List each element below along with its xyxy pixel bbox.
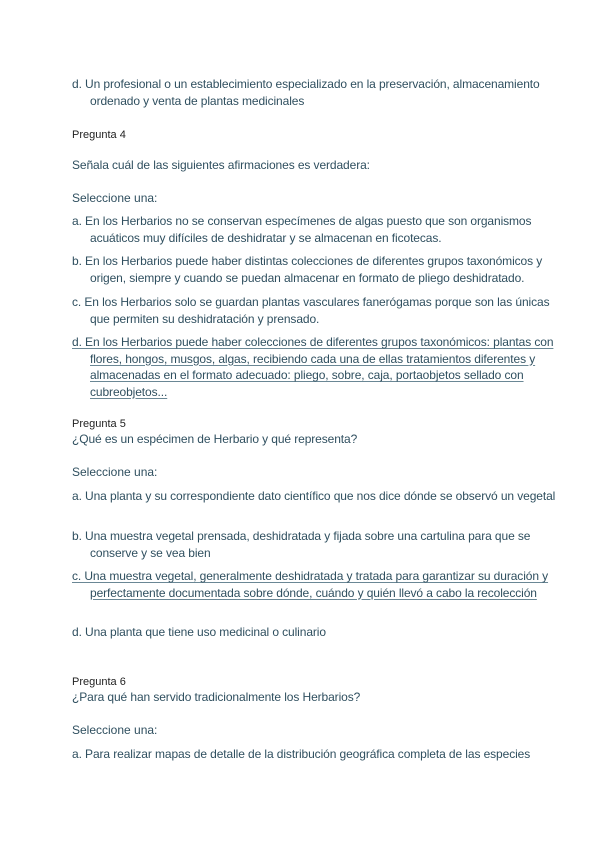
q5-option-b[interactable]: b. Una muestra vegetal prensada, deshidratada y fijada sobre una cartulina para que se conserve y se vea bien xyxy=(72,529,531,560)
q5-heading: Pregunta 5 xyxy=(72,418,126,430)
q5-select-label: Seleccione una: xyxy=(72,465,158,479)
q5-option-a[interactable]: a. Una planta y su correspondiente dato científico que nos dice dónde se observó un vegetal xyxy=(72,489,556,503)
q6-option-a[interactable]: a. Para realizar mapas de detalle de la distribución geográfica completa de las especies xyxy=(72,747,531,761)
q6-question-text: ¿Para qué han servido tradicionalmente los Herbarios? xyxy=(72,690,361,704)
q4-option-a[interactable]: a. En los Herbarios no se conservan especímenes de algas puesto que son organismos acuáticos muy difíciles de deshidratar y se almacenan en ficotecas. xyxy=(72,214,532,245)
q4-option-d-selected[interactable]: d. En los Herbarios puede haber colecciones de diferentes grupos taxonómicos: plantas con flores, hongos, musgos, algas, recibiendo cada una de ellas tratamientos diferentes y almacenadas en el formato adecuado: pliego, sobre, caja, portaobjetos sellado con cubreobjetos... xyxy=(72,335,554,399)
q4-heading: Pregunta 4 xyxy=(72,129,126,141)
q4-option-b[interactable]: b. En los Herbarios puede haber distintas colecciones de diferentes grupos taxonómicos y origen, siempre y cuando se puedan almacenar en formato de pliego deshidratado. xyxy=(72,254,543,285)
q4-question-text: Señala cuál de las siguientes afirmaciones es verdadera: xyxy=(72,158,370,172)
q5-option-c-selected[interactable]: c. Una muestra vegetal, generalmente deshidratada y tratada para garantizar su duración y perfectamente documentada sobre dónde, cuándo y quién llevó a cabo la recolección xyxy=(72,569,549,600)
q6-heading: Pregunta 6 xyxy=(72,676,126,688)
q4-select-label: Seleccione una: xyxy=(72,191,158,205)
q4-option-c[interactable]: c. En los Herbarios solo se guardan plantas vasculares fanerógamas porque son las únicas que permiten su deshidratación y prensado. xyxy=(72,295,550,326)
q3-option-d[interactable]: d. Un profesional o un establecimiento especializado en la preservación, almacenamiento ordenado y venta de plantas medicinales xyxy=(72,77,540,108)
q5-option-d[interactable]: d. Una planta que tiene uso medicinal o culinario xyxy=(72,625,326,639)
q5-question-text: ¿Qué es un espécimen de Herbario y qué representa? xyxy=(72,432,358,446)
q6-select-label: Seleccione una: xyxy=(72,723,158,737)
